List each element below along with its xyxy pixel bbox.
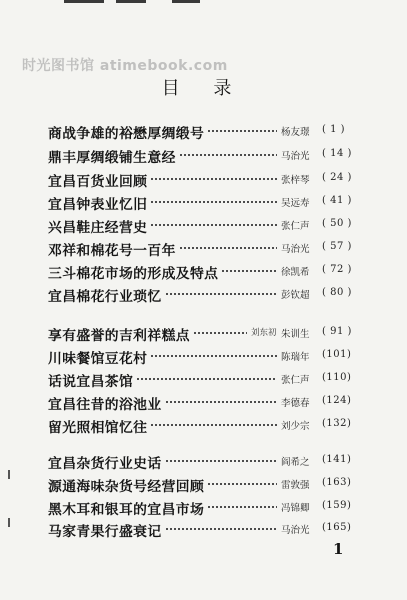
- toc-entry-page: ( 41 ): [322, 195, 352, 206]
- toc-entry-title: 黑木耳和银耳的宜昌市场: [48, 502, 205, 518]
- toc-entry-title: 宜昌棉花行业琐忆: [48, 289, 162, 305]
- toc-leader-dots: [179, 154, 277, 156]
- watermark: 时光图书馆 atimebook.com: [22, 58, 228, 74]
- toc-entry-page: ( 1 ): [322, 124, 346, 135]
- toc-entry-page: (141): [322, 454, 352, 465]
- toc-leader-dots: [207, 483, 277, 485]
- toc-leader-dots: [150, 201, 277, 203]
- toc-entry-author: 彭钦超: [281, 290, 310, 301]
- toc-leader-dots: [150, 355, 277, 357]
- toc-entry-author: 马治光: [281, 151, 310, 162]
- toc-entry-author: 朱训生: [281, 329, 310, 340]
- toc-entry-title: 三斗棉花市场的形成及特点: [48, 266, 219, 282]
- toc-entry-title: 兴昌鞋庄经营史: [48, 220, 148, 236]
- toc-leader-dots: [207, 130, 277, 132]
- toc-entry-title: 宜昌钟表业忆旧: [48, 197, 148, 213]
- toc-entry-page: ( 72 ): [322, 264, 352, 275]
- toc-entry: [0, 475, 407, 497]
- toc-entry-page: ( 80 ): [322, 287, 352, 298]
- toc-entry-author: 杨友璟: [281, 127, 310, 138]
- toc-entry-title: 享有盛誉的吉利祥糕点: [48, 328, 190, 344]
- toc-leader-dots: [150, 424, 277, 426]
- toc-entry: [0, 520, 407, 542]
- margin-mark: [8, 470, 10, 479]
- margin-mark: [8, 518, 10, 527]
- toc-entry-page: ( 14 ): [322, 148, 352, 159]
- toc-entry-page: (165): [322, 522, 352, 533]
- toc-entry-title: 宜昌往昔的浴池业: [48, 397, 162, 413]
- toc-entry-title: 话说宜昌茶馆: [48, 374, 134, 390]
- toc-entry-page: ( 57 ): [322, 241, 352, 252]
- toc-entry-page: ( 91 ): [322, 326, 352, 337]
- toc-entry-author: 刘少宗: [281, 421, 310, 432]
- toc-leader-dots: [150, 178, 277, 180]
- toc-entry-title: 商战争雄的裕懋厚绸缎号: [48, 126, 205, 142]
- toc-entry-author: 马治光: [281, 244, 310, 255]
- toc-entry: [0, 122, 407, 144]
- toc-entry-author: 冯锦卿: [281, 503, 310, 514]
- toc-entry-title: 邓祥和棉花号一百年: [48, 243, 176, 259]
- toc-leader-dots: [221, 270, 277, 272]
- toc-leader-dots: [150, 224, 277, 226]
- toc-entry-coauthor: 刘东初: [251, 328, 277, 338]
- toc-entry-author: 李德春: [281, 398, 310, 409]
- toc-entry-author: 张仁声: [281, 221, 310, 232]
- toc-leader-dots: [165, 528, 277, 530]
- toc-entry-title: 鼎丰厚绸缎铺生意经: [48, 150, 176, 166]
- toc-entry-author: 马治光: [281, 525, 310, 536]
- toc-entry-title: 宜昌百货业回顾: [48, 174, 148, 190]
- toc-entry-title: 马家青果行盛衰记: [48, 524, 162, 540]
- toc-entry: [0, 498, 407, 520]
- toc-leader-dots: [207, 506, 277, 508]
- toc-leader-dots: [165, 401, 277, 403]
- toc-entry: [0, 239, 407, 261]
- toc-entry-page: (101): [322, 349, 352, 360]
- toc-entry-title: 留光照相馆忆往: [48, 420, 148, 436]
- toc-entry: [0, 370, 407, 392]
- toc-leader-dots: [136, 378, 277, 380]
- toc-entry: [0, 416, 407, 438]
- page-number: 1: [333, 540, 344, 558]
- toc-entry: [0, 324, 407, 346]
- toc-entry: [0, 146, 407, 168]
- toc-entry-page: ( 50 ): [322, 218, 352, 229]
- toc-entry-author: 吴远寿: [281, 198, 310, 209]
- toc-entry-author: 陈瑞年: [281, 352, 310, 363]
- toc-entry-page: (159): [322, 500, 352, 511]
- toc-entry-page: (132): [322, 418, 352, 429]
- toc-entry: [0, 262, 407, 284]
- toc-entry-title: 宜昌杂货行业史话: [48, 456, 162, 472]
- toc-entry: [0, 170, 407, 192]
- toc-entry-page: (110): [322, 372, 352, 383]
- page-title: 目 录: [161, 78, 246, 99]
- toc-entry: [0, 216, 407, 238]
- toc-leader-dots: [179, 247, 277, 249]
- toc-entry-author: 张梓琴: [281, 175, 310, 186]
- toc-entry-page: (124): [322, 395, 352, 406]
- toc-entry-author: 雷敦强: [281, 480, 310, 491]
- toc-leader-dots: [165, 460, 277, 462]
- toc-entry-title: 川味餐馆豆花村: [48, 351, 148, 367]
- toc-leader-dots: [165, 293, 277, 295]
- toc-leader-dots: [193, 332, 247, 334]
- toc-entry: [0, 193, 407, 215]
- toc-entry: [0, 393, 407, 415]
- toc-entry-author: 徐凯希: [281, 267, 310, 278]
- toc-entry-author: 阎希之: [281, 457, 310, 468]
- toc-entry-page: (163): [322, 477, 352, 488]
- toc-entry: [0, 347, 407, 369]
- toc-entry-page: ( 24 ): [322, 172, 352, 183]
- toc-entry-author: 张仁声: [281, 375, 310, 386]
- toc-entry: [0, 452, 407, 474]
- toc-entry-title: 源通海味杂货号经营回顾: [48, 479, 205, 495]
- toc-entry: [0, 285, 407, 307]
